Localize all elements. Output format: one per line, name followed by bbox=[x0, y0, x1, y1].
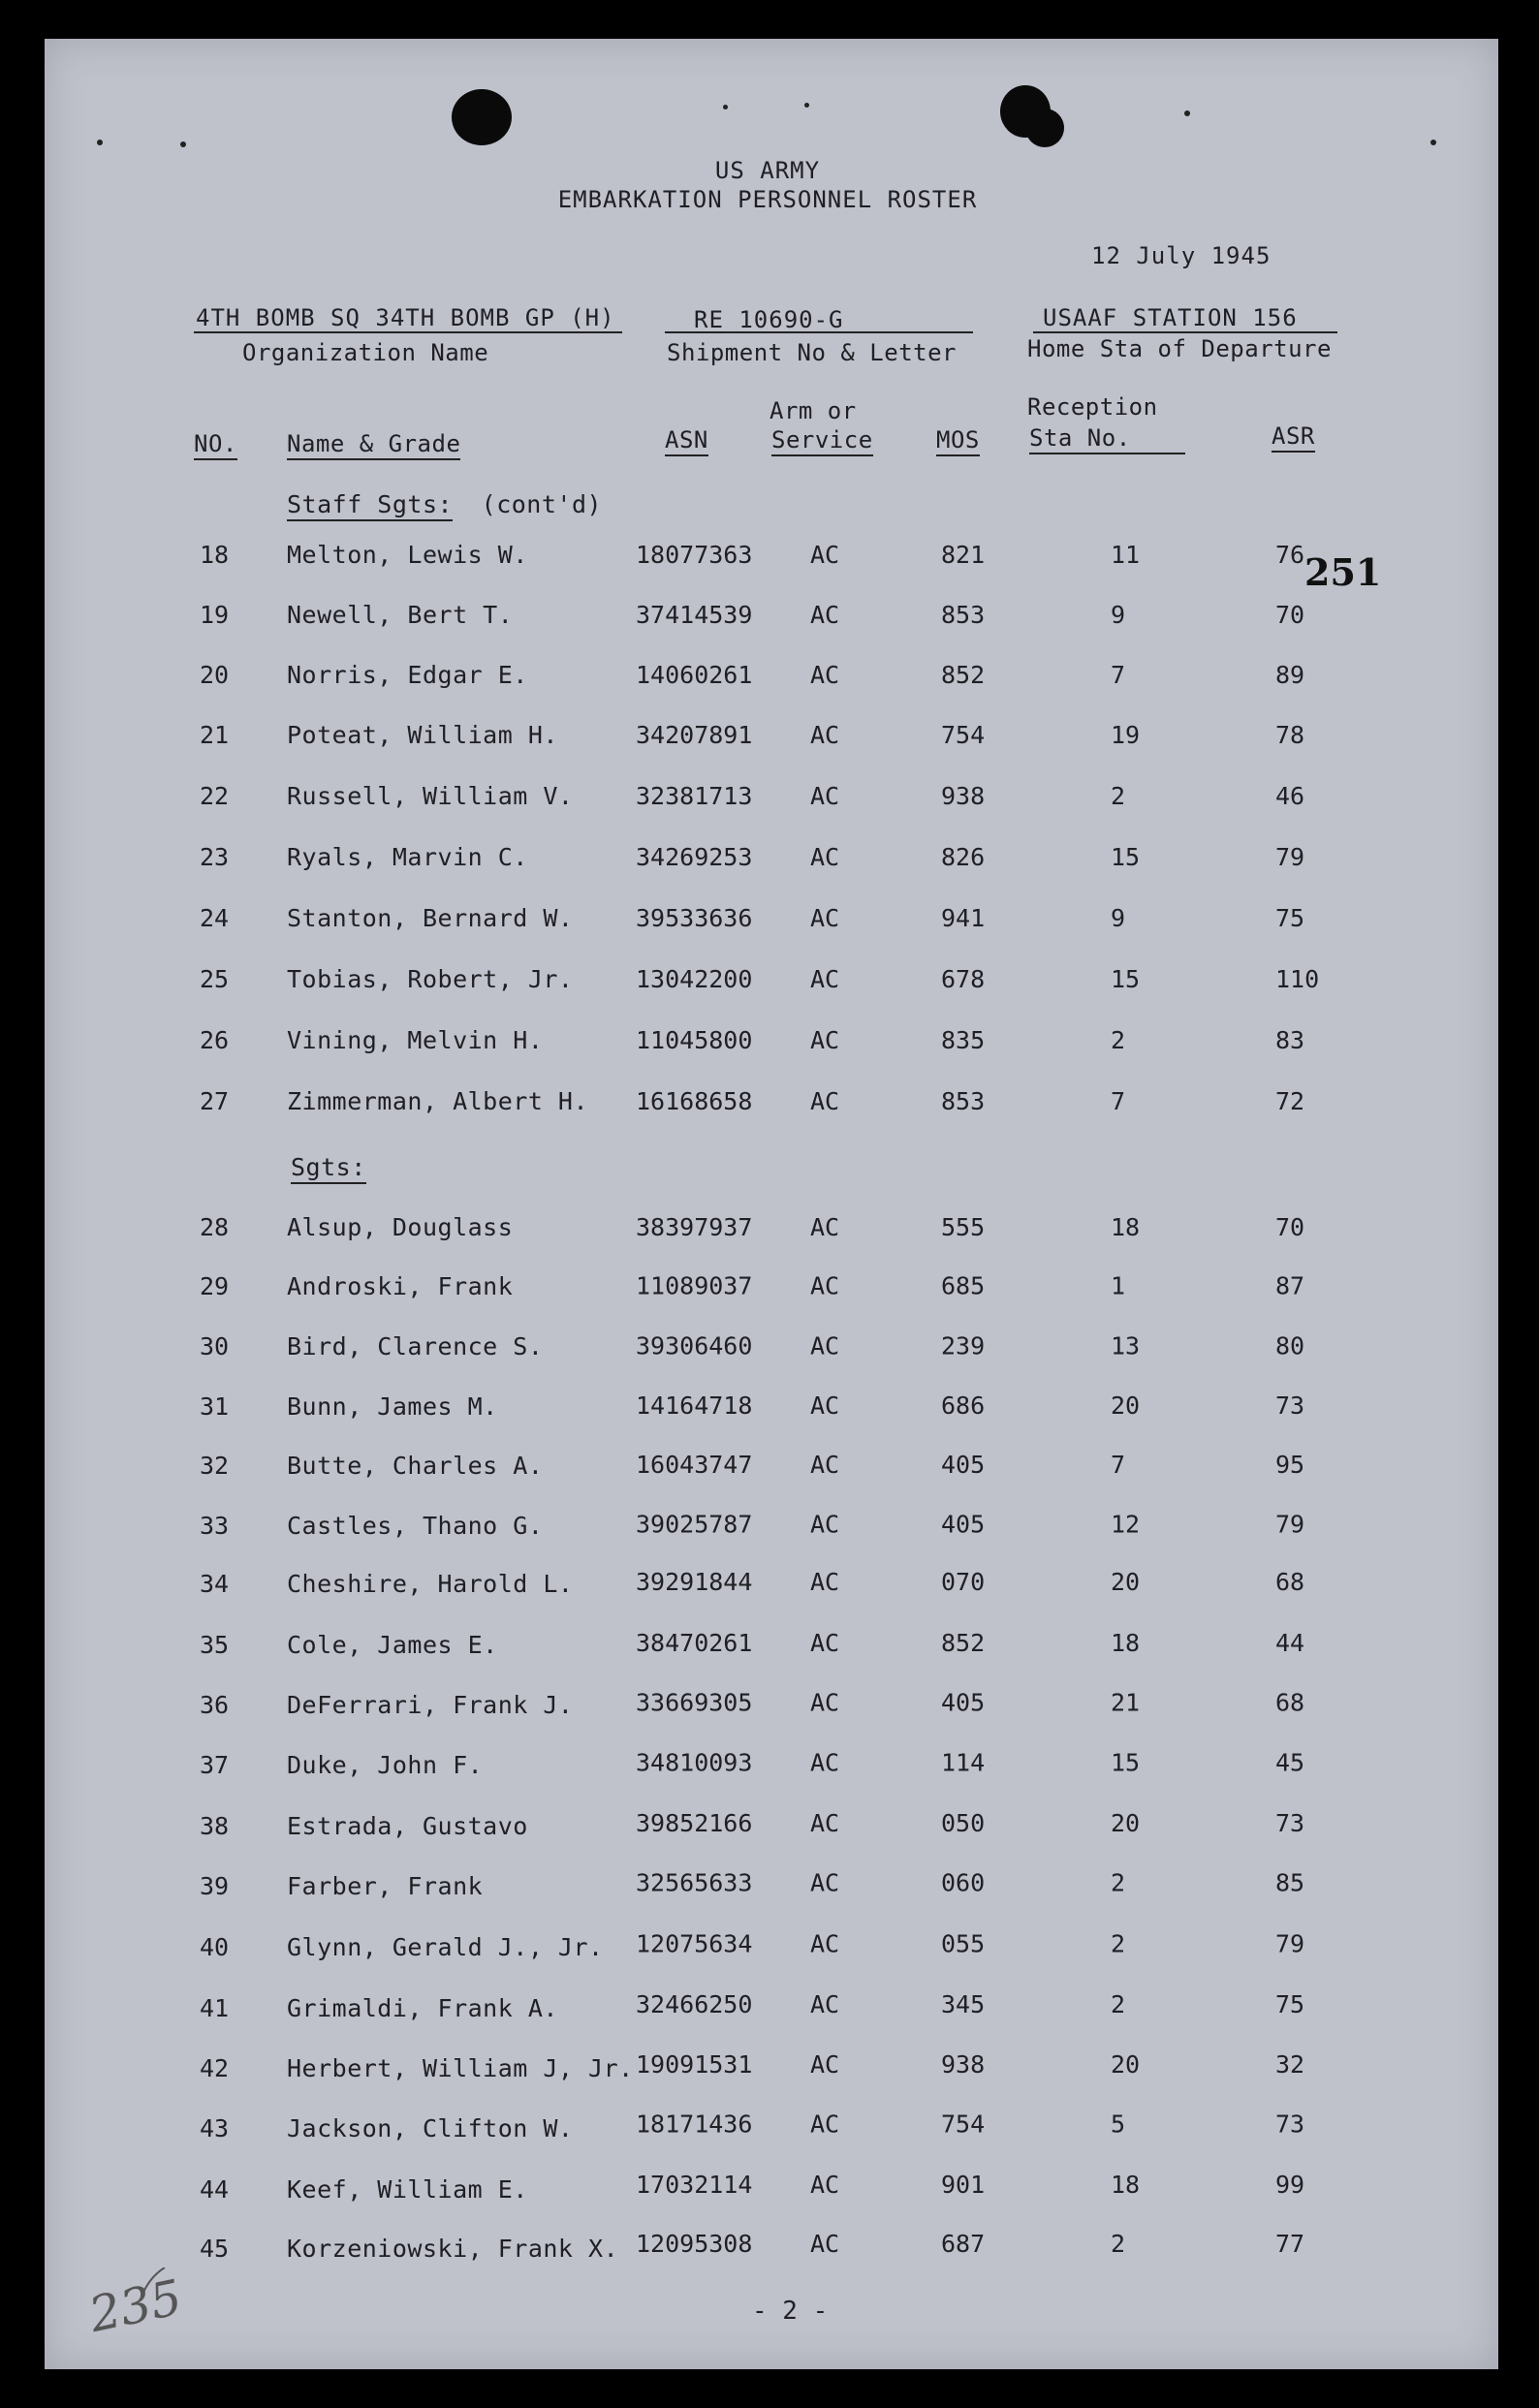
cell-no: 38 bbox=[200, 1812, 230, 1840]
cell-name: Stanton, Bernard W. bbox=[287, 904, 574, 932]
cell-no: 25 bbox=[200, 965, 230, 993]
cell-name: Keef, William E. bbox=[287, 2175, 528, 2204]
cell-arm: AC bbox=[810, 661, 840, 689]
cell-rec: 2 bbox=[1111, 782, 1126, 810]
cell-arm: AC bbox=[810, 1929, 840, 1958]
cell-asr: 80 bbox=[1275, 1331, 1305, 1360]
cell-arm: AC bbox=[810, 1868, 840, 1897]
table-row bbox=[45, 1688, 1498, 1730]
cell-no: 32 bbox=[200, 1452, 230, 1480]
table-row bbox=[45, 1392, 1498, 1431]
cell-mos: 853 bbox=[941, 1087, 986, 1115]
cell-no: 34 bbox=[200, 1570, 230, 1598]
cell-rec: 2 bbox=[1111, 2229, 1126, 2258]
cell-mos: 678 bbox=[941, 965, 986, 993]
table-row bbox=[45, 1087, 1498, 1126]
cell-asr: 83 bbox=[1275, 1026, 1305, 1054]
cell-asn: 18171436 bbox=[636, 2110, 753, 2139]
cell-name: Farber, Frank bbox=[287, 1872, 484, 1900]
cell-asr: 110 bbox=[1275, 965, 1320, 993]
cell-mos: 239 bbox=[941, 1331, 986, 1360]
cell-name: Vining, Melvin H. bbox=[287, 1026, 544, 1054]
cell-name: Ryals, Marvin C. bbox=[287, 843, 528, 871]
cell-mos: 345 bbox=[941, 1990, 986, 2019]
cell-mos: 941 bbox=[941, 904, 986, 932]
cell-asr: 78 bbox=[1275, 721, 1305, 749]
table-row bbox=[45, 1990, 1498, 2033]
cell-asr: 79 bbox=[1275, 1929, 1305, 1958]
cell-arm: AC bbox=[810, 1990, 840, 2019]
cell-arm: AC bbox=[810, 1809, 840, 1837]
cell-mos: 686 bbox=[941, 1392, 986, 1421]
table-row bbox=[45, 1628, 1498, 1670]
cell-name: Melton, Lewis W. bbox=[287, 541, 528, 569]
cell-asn: 33669305 bbox=[636, 1688, 753, 1717]
cell-asr: 77 bbox=[1275, 2229, 1305, 2258]
cell-asn: 32565633 bbox=[636, 1868, 753, 1897]
cell-mos: 754 bbox=[941, 2110, 986, 2139]
table-row bbox=[45, 1272, 1498, 1311]
cell-asn: 32381713 bbox=[636, 782, 753, 810]
cell-rec: 11 bbox=[1111, 541, 1141, 569]
cell-rec: 15 bbox=[1111, 965, 1141, 993]
cell-name: Cheshire, Harold L. bbox=[287, 1570, 574, 1598]
table-row bbox=[45, 1570, 1498, 1609]
col-header-name-text: Name & Grade bbox=[287, 430, 460, 460]
cell-asr: 75 bbox=[1275, 904, 1305, 932]
organization-value: 4TH BOMB SQ 34TH BOMB GP (H) bbox=[196, 304, 615, 331]
col-header-mos bbox=[936, 426, 980, 456]
stamp-number: 251 bbox=[1304, 550, 1382, 594]
cell-arm: AC bbox=[810, 1748, 840, 1777]
col-header-rec bbox=[1029, 424, 1185, 454]
speck bbox=[97, 140, 103, 145]
table-row bbox=[45, 1512, 1498, 1550]
table-row bbox=[45, 782, 1498, 821]
col-header-no bbox=[194, 430, 237, 460]
cell-mos: 852 bbox=[941, 661, 986, 689]
cell-mos: 405 bbox=[941, 1450, 986, 1479]
shipment-underline bbox=[665, 331, 973, 333]
cell-rec: 18 bbox=[1111, 1213, 1141, 1241]
col-header-arm-1: Arm or bbox=[770, 397, 857, 424]
cell-asr: 99 bbox=[1275, 2171, 1305, 2200]
cell-name: Alsup, Douglass bbox=[287, 1213, 514, 1241]
cell-mos: 938 bbox=[941, 782, 986, 810]
col-header-asn bbox=[665, 426, 708, 456]
speck bbox=[723, 105, 728, 109]
table-row bbox=[45, 2229, 1498, 2273]
cell-asr: 44 bbox=[1275, 1628, 1305, 1657]
cell-arm: AC bbox=[810, 965, 840, 993]
cell-no: 20 bbox=[200, 661, 230, 689]
col-header-arm bbox=[771, 426, 873, 456]
cell-name: Cole, James E. bbox=[287, 1631, 498, 1659]
table-row bbox=[45, 2171, 1498, 2214]
cell-no: 22 bbox=[200, 782, 230, 810]
cell-mos: 070 bbox=[941, 1568, 986, 1597]
cell-arm: AC bbox=[810, 1568, 840, 1597]
table-row bbox=[45, 601, 1498, 640]
cell-name: Herbert, William J, Jr. bbox=[287, 2054, 634, 2082]
cell-name: Poteat, William H. bbox=[287, 721, 558, 749]
cell-asn: 12075634 bbox=[636, 1929, 753, 1958]
cell-asr: 70 bbox=[1275, 1213, 1305, 1241]
cell-no: 24 bbox=[200, 904, 230, 932]
header-line-2: EMBARKATION PERSONNEL ROSTER bbox=[557, 186, 978, 213]
shipment-value: RE 10690-G bbox=[694, 306, 844, 333]
table-row bbox=[45, 541, 1498, 579]
cell-asr: 89 bbox=[1275, 661, 1305, 689]
cell-asn: 39533636 bbox=[636, 904, 753, 932]
col-header-rec-1: Reception bbox=[1027, 393, 1158, 421]
cell-rec: 12 bbox=[1111, 1510, 1141, 1539]
cell-asr: 76 bbox=[1275, 541, 1305, 569]
cell-asr: 87 bbox=[1275, 1271, 1305, 1300]
speck bbox=[804, 103, 809, 108]
cell-asn: 39306460 bbox=[636, 1331, 753, 1360]
cell-arm: AC bbox=[810, 843, 840, 871]
cell-mos: 555 bbox=[941, 1213, 986, 1241]
col-header-name bbox=[287, 430, 460, 460]
table-row bbox=[45, 1026, 1498, 1065]
cell-asn: 39291844 bbox=[636, 1568, 753, 1597]
cell-arm: AC bbox=[810, 1087, 840, 1115]
table-row bbox=[45, 1748, 1498, 1790]
cell-name: DeFerrari, Frank J. bbox=[287, 1691, 574, 1719]
cell-asn: 18077363 bbox=[636, 541, 753, 569]
cell-arm: AC bbox=[810, 2171, 840, 2200]
cell-asn: 14164718 bbox=[636, 1392, 753, 1421]
organization-underline bbox=[194, 331, 622, 333]
cell-asr: 45 bbox=[1275, 1748, 1305, 1777]
cell-no: 39 bbox=[200, 1872, 230, 1900]
cell-name: Bird, Clarence S. bbox=[287, 1332, 544, 1360]
section-title-text: Staff Sgts: bbox=[287, 490, 453, 521]
col-header-rec-text: Sta No. bbox=[1029, 424, 1185, 454]
cell-no: 28 bbox=[200, 1213, 230, 1241]
cell-asn: 12095308 bbox=[636, 2229, 753, 2258]
cell-rec: 9 bbox=[1111, 601, 1126, 629]
cell-rec: 2 bbox=[1111, 1026, 1126, 1054]
cell-mos: 835 bbox=[941, 1026, 986, 1054]
cell-mos: 821 bbox=[941, 541, 986, 569]
cell-rec: 2 bbox=[1111, 1990, 1126, 2019]
cell-asn: 13042200 bbox=[636, 965, 753, 993]
cell-name: Korzeniowski, Frank X. bbox=[287, 2235, 619, 2263]
cell-mos: 060 bbox=[941, 1868, 986, 1897]
cell-asr: 73 bbox=[1275, 1809, 1305, 1837]
cell-asr: 73 bbox=[1275, 2110, 1305, 2139]
cell-asn: 34269253 bbox=[636, 843, 753, 871]
cell-rec: 13 bbox=[1111, 1331, 1141, 1360]
table-row bbox=[45, 1809, 1498, 1851]
cell-asn: 39852166 bbox=[636, 1809, 753, 1837]
cell-no: 37 bbox=[200, 1751, 230, 1779]
cell-arm: AC bbox=[810, 1271, 840, 1300]
page-number: - 2 - bbox=[752, 2297, 829, 2326]
punch-hole-left bbox=[452, 89, 512, 145]
organization-label: Organization Name bbox=[242, 339, 489, 366]
cell-asn: 37414539 bbox=[636, 601, 753, 629]
speck bbox=[1430, 140, 1436, 145]
handwritten-note-text: 235 bbox=[84, 2268, 187, 2344]
cell-rec: 1 bbox=[1111, 1271, 1126, 1300]
cell-arm: AC bbox=[810, 1213, 840, 1241]
cell-no: 35 bbox=[200, 1631, 230, 1659]
cell-rec: 5 bbox=[1111, 2110, 1126, 2139]
cell-name: Grimaldi, Frank A. bbox=[287, 1994, 558, 2022]
cell-arm: AC bbox=[810, 1392, 840, 1421]
cell-mos: 405 bbox=[941, 1688, 986, 1717]
station-underline bbox=[1033, 331, 1337, 333]
cell-no: 40 bbox=[200, 1933, 230, 1961]
cell-asn: 11045800 bbox=[636, 1026, 753, 1054]
table-row bbox=[45, 2110, 1498, 2153]
cell-rec: 7 bbox=[1111, 1087, 1126, 1115]
roster-date: 12 July 1945 bbox=[1091, 242, 1272, 269]
cell-rec: 15 bbox=[1111, 843, 1141, 871]
cell-rec: 18 bbox=[1111, 2171, 1141, 2200]
cell-mos: 938 bbox=[941, 2049, 986, 2079]
cell-arm: AC bbox=[810, 1331, 840, 1360]
cell-no: 33 bbox=[200, 1512, 230, 1540]
cell-rec: 7 bbox=[1111, 661, 1126, 689]
cell-mos: 826 bbox=[941, 843, 986, 871]
cell-rec: 20 bbox=[1111, 1392, 1141, 1421]
cell-no: 36 bbox=[200, 1691, 230, 1719]
table-row bbox=[45, 661, 1498, 700]
cell-no: 23 bbox=[200, 843, 230, 871]
cell-rec: 20 bbox=[1111, 1809, 1141, 1837]
cell-asn: 38397937 bbox=[636, 1213, 753, 1241]
section-note: (cont'd) bbox=[481, 490, 603, 518]
cell-mos: 055 bbox=[941, 1929, 986, 1958]
cell-arm: AC bbox=[810, 1628, 840, 1657]
cell-rec: 9 bbox=[1111, 904, 1126, 932]
cell-arm: AC bbox=[810, 721, 840, 749]
cell-asn: 19091531 bbox=[636, 2049, 753, 2079]
table-row bbox=[45, 2049, 1498, 2093]
cell-arm: AC bbox=[810, 1510, 840, 1539]
table-row bbox=[45, 1213, 1498, 1252]
cell-mos: 754 bbox=[941, 721, 986, 749]
col-header-arm-text: Service bbox=[771, 426, 873, 456]
cell-mos: 050 bbox=[941, 1809, 986, 1837]
header-line-1: US ARMY bbox=[714, 157, 821, 184]
cell-asr: 85 bbox=[1275, 1868, 1305, 1897]
cell-asn: 39025787 bbox=[636, 1510, 753, 1539]
table-row bbox=[45, 965, 1498, 1004]
cell-name: Duke, John F. bbox=[287, 1751, 484, 1779]
cell-no: 45 bbox=[200, 2235, 230, 2263]
cell-arm: AC bbox=[810, 541, 840, 569]
col-header-asr bbox=[1272, 422, 1315, 453]
cell-no: 30 bbox=[200, 1332, 230, 1360]
cell-name: Estrada, Gustavo bbox=[287, 1812, 528, 1840]
cell-asn: 34207891 bbox=[636, 721, 753, 749]
cell-rec: 19 bbox=[1111, 721, 1141, 749]
section-title-sgts bbox=[291, 1153, 366, 1184]
table-row bbox=[45, 721, 1498, 760]
col-header-no-text: NO. bbox=[194, 430, 237, 460]
cell-rec: 2 bbox=[1111, 1868, 1126, 1897]
table-row bbox=[45, 1332, 1498, 1371]
table-row bbox=[45, 904, 1498, 943]
cell-arm: AC bbox=[810, 904, 840, 932]
cell-asn: 16168658 bbox=[636, 1087, 753, 1115]
cell-rec: 20 bbox=[1111, 2049, 1141, 2079]
cell-asr: 79 bbox=[1275, 843, 1305, 871]
station-value: USAAF STATION 156 bbox=[1043, 304, 1298, 331]
station-label: Home Sta of Departure bbox=[1027, 335, 1332, 362]
cell-no: 42 bbox=[200, 2054, 230, 2082]
cell-no: 26 bbox=[200, 1026, 230, 1054]
col-header-asr-text: ASR bbox=[1272, 422, 1315, 453]
cell-asr: 68 bbox=[1275, 1568, 1305, 1597]
cell-asn: 34810093 bbox=[636, 1748, 753, 1777]
speck bbox=[180, 141, 186, 147]
cell-name: Castles, Thano G. bbox=[287, 1512, 544, 1540]
section-title-text: Sgts: bbox=[291, 1153, 366, 1184]
cell-rec: 18 bbox=[1111, 1628, 1141, 1657]
cell-rec: 20 bbox=[1111, 1568, 1141, 1597]
cell-name: Tobias, Robert, Jr. bbox=[287, 965, 574, 993]
cell-asr: 70 bbox=[1275, 601, 1305, 629]
cell-asr: 46 bbox=[1275, 782, 1305, 810]
cell-arm: AC bbox=[810, 2049, 840, 2079]
cell-arm: AC bbox=[810, 2110, 840, 2139]
cell-asn: 11089037 bbox=[636, 1271, 753, 1300]
cell-asn: 17032114 bbox=[636, 2171, 753, 2200]
cell-asn: 14060261 bbox=[636, 661, 753, 689]
cell-asn: 16043747 bbox=[636, 1450, 753, 1479]
cell-rec: 21 bbox=[1111, 1688, 1141, 1717]
cell-name: Newell, Bert T. bbox=[287, 601, 514, 629]
cell-no: 43 bbox=[200, 2114, 230, 2142]
cell-mos: 853 bbox=[941, 601, 986, 629]
cell-no: 21 bbox=[200, 721, 230, 749]
cell-no: 19 bbox=[200, 601, 230, 629]
cell-asr: 68 bbox=[1275, 1688, 1305, 1717]
cell-name: Zimmerman, Albert H. bbox=[287, 1087, 589, 1115]
col-header-mos-text: MOS bbox=[936, 426, 980, 456]
speck bbox=[1184, 110, 1190, 116]
col-header-asn-text: ASN bbox=[665, 426, 708, 456]
cell-arm: AC bbox=[810, 1450, 840, 1479]
cell-arm: AC bbox=[810, 601, 840, 629]
cell-name: Jackson, Clifton W. bbox=[287, 2114, 574, 2142]
cell-no: 31 bbox=[200, 1392, 230, 1421]
cell-asn: 32466250 bbox=[636, 1990, 753, 2019]
section-title-staff-sgts bbox=[287, 490, 602, 521]
cell-mos: 405 bbox=[941, 1510, 986, 1539]
cell-mos: 687 bbox=[941, 2229, 986, 2258]
shipment-label: Shipment No & Letter bbox=[667, 339, 957, 366]
cell-asr: 72 bbox=[1275, 1087, 1305, 1115]
cell-arm: AC bbox=[810, 1026, 840, 1054]
cell-asr: 95 bbox=[1275, 1450, 1305, 1479]
cell-asr: 73 bbox=[1275, 1392, 1305, 1421]
cell-mos: 852 bbox=[941, 1628, 986, 1657]
cell-name: Glynn, Gerald J., Jr. bbox=[287, 1933, 604, 1961]
cell-arm: AC bbox=[810, 1688, 840, 1717]
cell-name: Norris, Edgar E. bbox=[287, 661, 528, 689]
cell-name: Bunn, James M. bbox=[287, 1392, 498, 1421]
cell-mos: 114 bbox=[941, 1748, 986, 1777]
cell-asr: 75 bbox=[1275, 1990, 1305, 2019]
cell-mos: 685 bbox=[941, 1271, 986, 1300]
table-row bbox=[45, 1929, 1498, 1972]
cell-arm: AC bbox=[810, 2229, 840, 2258]
table-row bbox=[45, 1868, 1498, 1911]
cell-no: 29 bbox=[200, 1272, 230, 1300]
cell-asr: 79 bbox=[1275, 1510, 1305, 1539]
cell-arm: AC bbox=[810, 782, 840, 810]
cell-no: 27 bbox=[200, 1087, 230, 1115]
cell-rec: 7 bbox=[1111, 1450, 1126, 1479]
cell-name: Butte, Charles A. bbox=[287, 1452, 544, 1480]
cell-rec: 2 bbox=[1111, 1929, 1126, 1958]
cell-rec: 15 bbox=[1111, 1748, 1141, 1777]
cell-name: Russell, William V. bbox=[287, 782, 574, 810]
cell-mos: 901 bbox=[941, 2171, 986, 2200]
table-row bbox=[45, 1452, 1498, 1490]
cell-no: 18 bbox=[200, 541, 230, 569]
table-row bbox=[45, 843, 1498, 882]
handwritten-note-graphic bbox=[83, 2267, 200, 2345]
handwritten-note bbox=[83, 2267, 200, 2345]
cell-no: 44 bbox=[200, 2175, 230, 2204]
punch-hole-right-2 bbox=[1025, 109, 1064, 147]
roster-page bbox=[45, 39, 1498, 2369]
cell-no: 41 bbox=[200, 1994, 230, 2022]
cell-asr: 32 bbox=[1275, 2049, 1305, 2079]
cell-name: Androski, Frank bbox=[287, 1272, 514, 1300]
cell-asn: 38470261 bbox=[636, 1628, 753, 1657]
